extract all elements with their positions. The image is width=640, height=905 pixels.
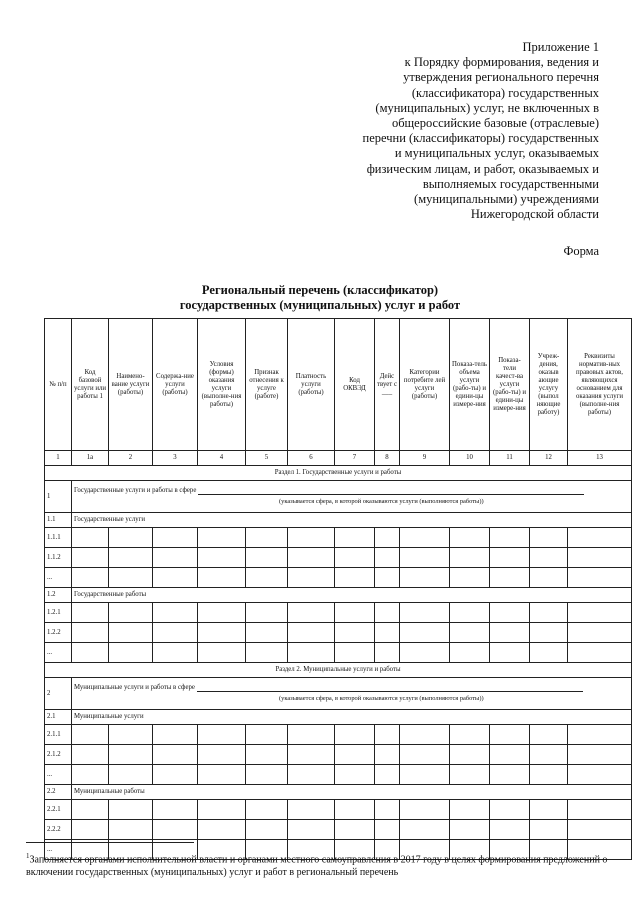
- table-cell: [400, 528, 450, 548]
- appendix-line: утверждения регионального перечня: [403, 70, 599, 85]
- header-cell: Дейс твует с ___: [375, 319, 400, 451]
- table-cell: [530, 800, 568, 820]
- table-cell: [153, 765, 198, 785]
- header-row: [45, 319, 632, 451]
- table-cell: [450, 528, 490, 548]
- header-cell: Учреж-дения, оказыв ающие услугу (выпол няющие работу): [530, 319, 568, 451]
- table-row: [45, 623, 632, 643]
- table-row: [45, 745, 632, 765]
- table-cell: [246, 800, 288, 820]
- row-number: 2.1.1: [45, 725, 72, 745]
- group-label: Государственные работы: [72, 588, 632, 603]
- table-cell: [375, 528, 400, 548]
- table-cell: [198, 603, 246, 623]
- table-cell: [335, 800, 375, 820]
- column-number: 2: [109, 451, 153, 466]
- table-cell: [400, 765, 450, 785]
- group-row: [45, 588, 632, 603]
- sphere-hint: (указывается сфера, в которой оказываются услуги (выполняются работы)): [279, 498, 484, 505]
- table-cell: [530, 745, 568, 765]
- table-row: [45, 800, 632, 820]
- sphere-cell: [72, 678, 632, 710]
- row-number: 2.2.1: [45, 800, 72, 820]
- table-row: [45, 528, 632, 548]
- table-cell: [335, 623, 375, 643]
- row-number: 1.2: [45, 588, 72, 603]
- table-cell: [72, 568, 109, 588]
- table-cell: [400, 623, 450, 643]
- table-cell: [109, 643, 153, 663]
- table-cell: [288, 603, 335, 623]
- table-cell: [490, 603, 530, 623]
- footnote: [26, 850, 626, 879]
- table-cell: [568, 725, 632, 745]
- table-cell: [450, 548, 490, 568]
- group-label: Муниципальные работы: [72, 785, 632, 800]
- table-cell: [109, 623, 153, 643]
- row-number: 1.2.2: [45, 623, 72, 643]
- table-cell: [568, 820, 632, 840]
- table-cell: [530, 528, 568, 548]
- table-cell: [568, 568, 632, 588]
- group-label: Муниципальные услуги: [72, 710, 632, 725]
- table-cell: [490, 643, 530, 663]
- table-cell: [375, 568, 400, 588]
- row-number: 2: [45, 678, 72, 710]
- table-cell: [72, 528, 109, 548]
- header-cell: Показа-тели качест-ва услуги (рабо-ты) и едини-цы измере-ния: [490, 319, 530, 451]
- table-cell: [375, 623, 400, 643]
- table-row: [45, 820, 632, 840]
- column-number: 9: [400, 451, 450, 466]
- table-cell: [568, 745, 632, 765]
- table-cell: [335, 725, 375, 745]
- table-cell: [335, 745, 375, 765]
- table-cell: [400, 568, 450, 588]
- table-cell: [400, 643, 450, 663]
- table-cell: [450, 765, 490, 785]
- table-cell: [288, 548, 335, 568]
- table-cell: [72, 800, 109, 820]
- group-row: [45, 513, 632, 528]
- table-cell: [246, 528, 288, 548]
- table-cell: [288, 568, 335, 588]
- table-cell: [72, 820, 109, 840]
- table-row: [45, 765, 632, 785]
- table-cell: [450, 820, 490, 840]
- table-cell: [198, 725, 246, 745]
- section-row: [45, 466, 632, 481]
- document-title: [0, 283, 640, 313]
- appendix-line: перечни (классификаторы) государственных: [362, 131, 599, 146]
- row-number: ...: [45, 765, 72, 785]
- table-cell: [288, 643, 335, 663]
- table-cell: [72, 725, 109, 745]
- table-row: [45, 643, 632, 663]
- table-cell: [375, 745, 400, 765]
- table-cell: [246, 603, 288, 623]
- table-row: [45, 568, 632, 588]
- title-line-2: государственных (муниципальных) услуг и работ: [179, 298, 461, 312]
- table-cell: [198, 745, 246, 765]
- table-cell: [288, 745, 335, 765]
- row-number: 1.1.2: [45, 548, 72, 568]
- table-cell: [490, 800, 530, 820]
- sphere-hint: (указывается сфера, в которой оказываются услуги (выполняются работы)): [279, 695, 484, 702]
- table-cell: [530, 643, 568, 663]
- table-cell: [400, 820, 450, 840]
- table-cell: [109, 568, 153, 588]
- table-cell: [375, 765, 400, 785]
- table-cell: [490, 745, 530, 765]
- table-cell: [450, 568, 490, 588]
- appendix-line: выполняемых государственными: [422, 176, 599, 191]
- table-cell: [72, 603, 109, 623]
- table-cell: [375, 820, 400, 840]
- table-cell: [568, 603, 632, 623]
- table-cell: [198, 623, 246, 643]
- row-number: 1.1.1: [45, 528, 72, 548]
- table-cell: [246, 568, 288, 588]
- section-2-title: Раздел 2. Муниципальные услуги и работы: [45, 663, 632, 678]
- table-cell: [450, 603, 490, 623]
- appendix-header: [299, 40, 599, 222]
- table-cell: [198, 548, 246, 568]
- footnote-mark: 1: [26, 852, 30, 860]
- table-cell: [153, 548, 198, 568]
- group-row: [45, 785, 632, 800]
- table-cell: [490, 548, 530, 568]
- table-cell: [109, 548, 153, 568]
- row-number: 2.1.2: [45, 745, 72, 765]
- group-row: [45, 710, 632, 725]
- table-cell: [109, 800, 153, 820]
- table-cell: [450, 745, 490, 765]
- table-cell: [246, 643, 288, 663]
- appendix-line: (классификатора) государственных: [411, 85, 599, 100]
- table-cell: [490, 623, 530, 643]
- column-number: 6: [288, 451, 335, 466]
- table-cell: [109, 528, 153, 548]
- header-cell: № п/п: [45, 319, 72, 451]
- appendix-line: Нижегородской области: [470, 207, 599, 222]
- table-cell: [153, 745, 198, 765]
- row-number: 2.1: [45, 710, 72, 725]
- table-cell: [530, 765, 568, 785]
- table-cell: [490, 528, 530, 548]
- table-cell: [246, 548, 288, 568]
- table-cell: [109, 725, 153, 745]
- row-number: 1: [45, 481, 72, 513]
- table-cell: [153, 603, 198, 623]
- row-number: 1.2.1: [45, 603, 72, 623]
- row-number: ...: [45, 568, 72, 588]
- table-cell: [198, 820, 246, 840]
- sphere-cell: [72, 481, 632, 513]
- table-cell: [400, 603, 450, 623]
- column-number: 13: [568, 451, 632, 466]
- header-cell: Показа-тель объема услуги (рабо-ты) и едини-цы измере-ния: [450, 319, 490, 451]
- sphere-label: Муниципальные услуги и работы в сфере: [74, 684, 195, 691]
- table-cell: [288, 800, 335, 820]
- table-cell: [568, 548, 632, 568]
- table-cell: [530, 568, 568, 588]
- header-cell: Реквизиты норматив-ных правовых актов, являющихся основанием для оказания услуги (выполне-ния работы): [568, 319, 632, 451]
- appendix-line: общероссийские базовые (отраслевые): [391, 116, 599, 131]
- table-cell: [335, 548, 375, 568]
- section-row: [45, 663, 632, 678]
- table-cell: [198, 643, 246, 663]
- table-cell: [450, 623, 490, 643]
- table-cell: [568, 528, 632, 548]
- table-cell: [568, 800, 632, 820]
- column-number: 5: [246, 451, 288, 466]
- table-cell: [72, 643, 109, 663]
- title-line-1: Региональный перечень (классификатор): [201, 283, 439, 297]
- row-number: 1.1: [45, 513, 72, 528]
- table-cell: [109, 745, 153, 765]
- table-cell: [335, 643, 375, 663]
- appendix-line: и муниципальных услуг, оказываемых: [394, 146, 599, 161]
- section-1-title: Раздел 1. Государственные услуги и работы: [45, 466, 632, 481]
- table-cell: [109, 765, 153, 785]
- appendix-line: (муниципальными) учреждениями: [414, 192, 599, 207]
- registry-table: [44, 318, 632, 860]
- column-number: 10: [450, 451, 490, 466]
- table-cell: [153, 568, 198, 588]
- table-cell: [288, 528, 335, 548]
- header-cell: Категории потребите лей услуги (работы): [400, 319, 450, 451]
- table-cell: [490, 725, 530, 745]
- header-cell: Условия (формы) оказания услуги (выполне-ния работы): [198, 319, 246, 451]
- table-cell: [530, 603, 568, 623]
- table-cell: [109, 603, 153, 623]
- table-cell: [153, 643, 198, 663]
- group-label: Государственные услуги: [72, 513, 632, 528]
- table-cell: [198, 528, 246, 548]
- table-cell: [490, 765, 530, 785]
- table-cell: [288, 820, 335, 840]
- header-cell: Наимено-вание услуги (работы): [109, 319, 153, 451]
- table-cell: [246, 725, 288, 745]
- table-cell: [246, 765, 288, 785]
- table-cell: [335, 568, 375, 588]
- table-cell: [153, 800, 198, 820]
- table-cell: [530, 820, 568, 840]
- sphere-row: [45, 481, 632, 513]
- table-cell: [375, 548, 400, 568]
- table-cell: [335, 603, 375, 623]
- column-number: 4: [198, 451, 246, 466]
- table-row: [45, 725, 632, 745]
- table-cell: [335, 528, 375, 548]
- table-cell: [335, 765, 375, 785]
- table-cell: [153, 623, 198, 643]
- column-number: 1: [45, 451, 72, 466]
- sphere-row: [45, 678, 632, 710]
- table-cell: [568, 623, 632, 643]
- table-cell: [375, 603, 400, 623]
- table-cell: [450, 800, 490, 820]
- table-cell: [530, 623, 568, 643]
- table-cell: [72, 623, 109, 643]
- table-row: [45, 603, 632, 623]
- table-row: [45, 548, 632, 568]
- table-cell: [450, 725, 490, 745]
- header-cell: Код базовой услуги или работы 1: [72, 319, 109, 451]
- table-cell: [490, 568, 530, 588]
- table-cell: [530, 548, 568, 568]
- form-label: Форма: [563, 244, 599, 258]
- row-number: 2.2: [45, 785, 72, 800]
- table-cell: [198, 568, 246, 588]
- table-cell: [375, 725, 400, 745]
- footnote-separator: [26, 842, 194, 843]
- appendix-line: (муниципальных) услуг, не включенных в: [375, 100, 599, 115]
- table-cell: [246, 623, 288, 643]
- table-cell: [288, 725, 335, 745]
- column-number: 1а: [72, 451, 109, 466]
- table-cell: [72, 548, 109, 568]
- table-cell: [450, 643, 490, 663]
- sphere-blank-line: [197, 684, 583, 692]
- row-number: ...: [45, 840, 72, 860]
- table-cell: [288, 765, 335, 785]
- sphere-label: Государственные услуги и работы в сфере: [74, 487, 197, 494]
- column-number: 11: [490, 451, 530, 466]
- table-cell: [400, 800, 450, 820]
- row-number: 2.2.2: [45, 820, 72, 840]
- table-cell: [375, 800, 400, 820]
- footnote-text: Заполняется органами исполнительной власти и органами местного самоуправления в 2017 году в целях формирования предложений о включении государственных (муниципальных) услуг и работ в региональный перечень: [26, 854, 608, 879]
- sphere-blank-line: [198, 487, 584, 495]
- column-number: 3: [153, 451, 198, 466]
- header-cell: Код ОКВЭД: [335, 319, 375, 451]
- table-cell: [198, 765, 246, 785]
- row-number: ...: [45, 643, 72, 663]
- table-cell: [568, 643, 632, 663]
- table-cell: [198, 800, 246, 820]
- table-cell: [246, 820, 288, 840]
- table-cell: [335, 820, 375, 840]
- appendix-line: Приложение 1: [522, 40, 599, 54]
- table-cell: [400, 745, 450, 765]
- table-cell: [153, 528, 198, 548]
- table-cell: [246, 745, 288, 765]
- table-cell: [153, 820, 198, 840]
- table-cell: [72, 745, 109, 765]
- table-cell: [490, 820, 530, 840]
- table-cell: [375, 643, 400, 663]
- header-cell: Платность услуги (работы): [288, 319, 335, 451]
- table-cell: [288, 623, 335, 643]
- header-cell: Содержа-ние услуги (работы): [153, 319, 198, 451]
- header-cell: Признак отнесения к услуге (работе): [246, 319, 288, 451]
- table-cell: [400, 548, 450, 568]
- table-cell: [530, 725, 568, 745]
- table-cell: [72, 765, 109, 785]
- table-cell: [400, 725, 450, 745]
- column-number-row: [45, 451, 632, 466]
- column-number: 8: [375, 451, 400, 466]
- appendix-line: к Порядку формирования, ведения и: [404, 55, 599, 70]
- appendix-line: физическим лицам, и работ, оказываемых и: [366, 161, 599, 176]
- table-cell: [109, 820, 153, 840]
- table-cell: [153, 725, 198, 745]
- column-number: 12: [530, 451, 568, 466]
- column-number: 7: [335, 451, 375, 466]
- table-cell: [568, 765, 632, 785]
